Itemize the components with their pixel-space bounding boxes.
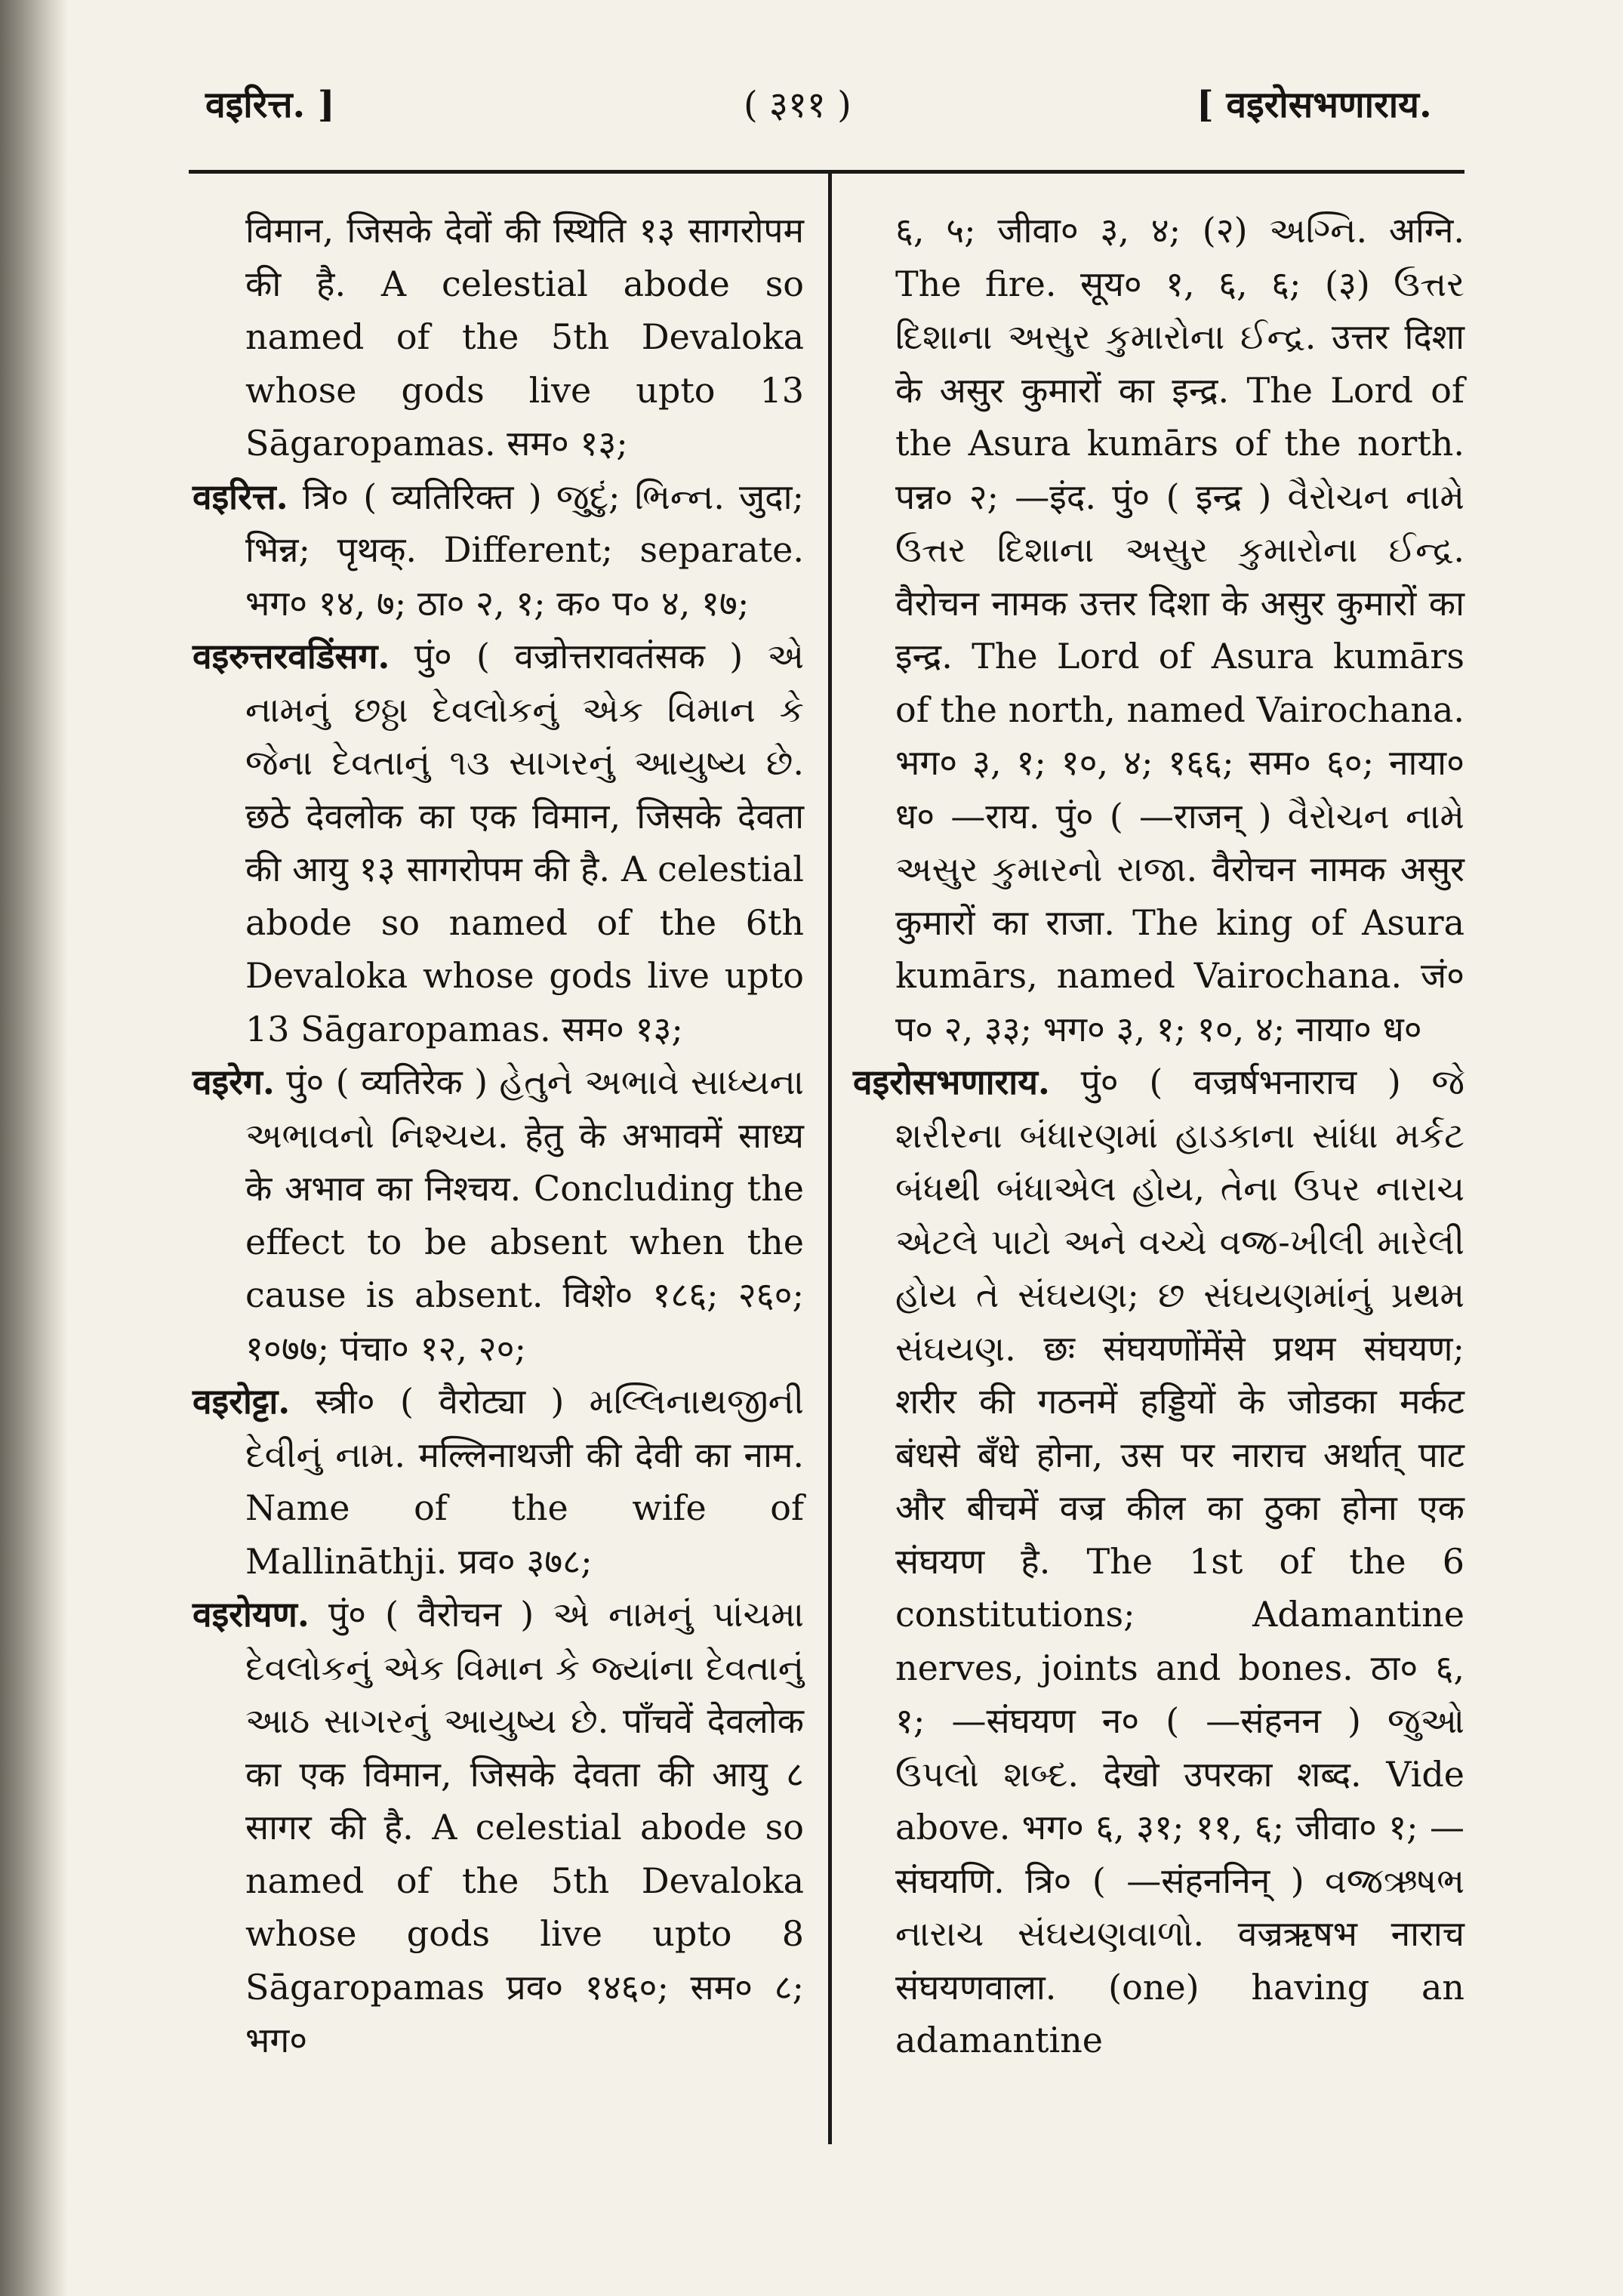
entry-headword: वइरित्त. (192, 476, 288, 517)
dictionary-entry (192, 630, 804, 1056)
entry-headword: वइरुत्तरवडिंसग. (192, 636, 390, 676)
left-continued-text: विमान, जिसके देवों की स्थिति १३ सागरोपम की है. A celestial abode so named of the 5th Devaloka whose gods live upto 13 Sāgaropamas. सम० १३; (245, 210, 804, 464)
dictionary-entry (192, 1056, 804, 1375)
dictionary-entry (853, 1056, 1464, 2067)
entry-headword: वइरोट्टा. (192, 1381, 291, 1422)
entry-definition: त्रि० ( व्यतिरिक्त ) જુદું; ભિન્ન. जुदा; भिन्न; पृथक्. Different; separate. भग० १४, ७; ठा० २, १; क० प० ४, १७; (245, 476, 804, 624)
entry-headword: वइरोयण. (192, 1594, 310, 1635)
right-column (853, 204, 1464, 2067)
column-divider (828, 170, 832, 2144)
page-header (0, 72, 1623, 140)
header-rule (189, 170, 1464, 174)
book-binding-edge (0, 0, 68, 2296)
left-column (192, 204, 804, 2067)
entry-headword: वइरेग. (192, 1062, 275, 1102)
entry-definition: पुं० ( वज्रर्षभनाराच ) જે શરીરના બંધારણમાં હાડકાના સાંધા મર્કટ બંધથી બંધાએલ હોય, તેના ઉપર નારાચ એટલે પાટો અને વચ્ચે વજ્ર-ખીલી મારેલી હોય તે સંઘયણ; છ સંઘયણમાંનું પ્રથમ સંઘયણ. छः संघयणोंमेंसे प्रथम संघयण; शरीर की गठनमें हड्डियों के जोडका मर्कट बंधसे बँधे होना, उस पर नाराच अर्थात् पाट और बीचमें वज्र कील का ठुका होना एक संघयण है. The 1st of the 6 constitutions; Adamantine nerves, joints and bones. ठा० ६, १; —संघयण न० ( —संहनन ) જુઓ ઉપલો શબ્દ. देखो उपरका शब्द. Vide above. भग० ६, ३१; ११, ६; जीवा० १; —संघयणि. त्रि० ( —संहननिन् ) વજ્રઋષભ નારાચ સંઘયણવાળો. वज्रऋषभ नाराच संघयणवाला. (one) having an adamantine (895, 1062, 1464, 2060)
entry-headword: वइरोसभणाराय. (853, 1062, 1050, 1102)
entry-definition: स्त्री० ( वैरोट्या ) મલ્લિનાથજીની દેવીનું નામ. मल्लिनाथजी की देवी का नाम. Name of the wife of Mallināthji. प्रव० ३७८; (245, 1381, 804, 1582)
right-continued-text: ६, ५; जीवा० ३, ४; (२) અગ્નિ. अग्नि. The fire. सूय० १, ६, ६; (३) ઉત્તર દિશાના અસુર કુમારોના ઈન્દ્ર. उत्तर दिशा के असुर कुमारों का इन्द्र. The Lord of the Asura kumārs of the north. पन्न० २; —इंद. पुं० ( इन्द्र ) વૈરોચન નામે ઉત્તર દિશાના અસુર કુમારોના ઈન્દ્ર. वैरोचन नामक उत्तर दिशा के असुर कुमारों का इन्द्र. The Lord of Asura kumārs of the north, named Vairochana. भग० ३, १; १०, ४; १६६; सम० ६०; नाया० ध० —राय. पुं० ( —राजन् ) વૈરોચન નામે અસુર કુમારનો રાજા. वैरोचन नामक असुर कुमारों का राजा. The king of Asura kumārs, named Vairochana. जं० प० २, ३३; भग० ३, १; १०, ४; नाया० ध० (895, 210, 1464, 1049)
dictionary-entry (192, 1375, 804, 1588)
dictionary-entry (192, 470, 804, 630)
header-left-guide-word: वइरित्त. ] (205, 84, 335, 126)
page-number: ( ३११ ) (744, 84, 852, 126)
entry-definition: पुं० ( वज्रोत्तरावतंसक ) એ નામનું છઠ્ઠા દેવલોકનું એક વિમાન કે જેના દેવતાનું ૧૩ સાગરનું આયુષ્ય છે. छठे देवलोक का एक विमान, जिसके देवता की आयु १३ सागरोपम की है. A celestial abode so named of the 6th Devaloka whose gods live upto 13 Sāgaropamas. सम० १३; (245, 636, 804, 1049)
dictionary-entry (192, 1588, 804, 2067)
entry-definition: पुं० ( व्यतिरेक ) હેતુને અભાવે સાધ્યના અભાવનો નિશ્ચય. हेतु के अभावमें साध्य के अभाव का निश्चय. Concluding the effect to be absent when the cause is absent. विशे० १८६; २६०; १०७७; पंचा० १२, २०; (245, 1062, 804, 1369)
entry-definition: पुं० ( वैरोचन ) એ નામનું પાંચમા દેવલોકનું એક વિમાન કે જ્યાંના દેવતાનું આઠ સાગરનું આયુષ્ય છે. पाँचवें देवलोक का एक विमान, जिसके देवता की आयु ८ सागर की है. A celestial abode so named of the 5th Devaloka whose gods live upto 8 Sāgaropamas प्रव० १४६०; सम० ८; भग० (245, 1594, 804, 2060)
header-right-guide-word: [ वइरोसभणाराय. (1196, 84, 1432, 126)
